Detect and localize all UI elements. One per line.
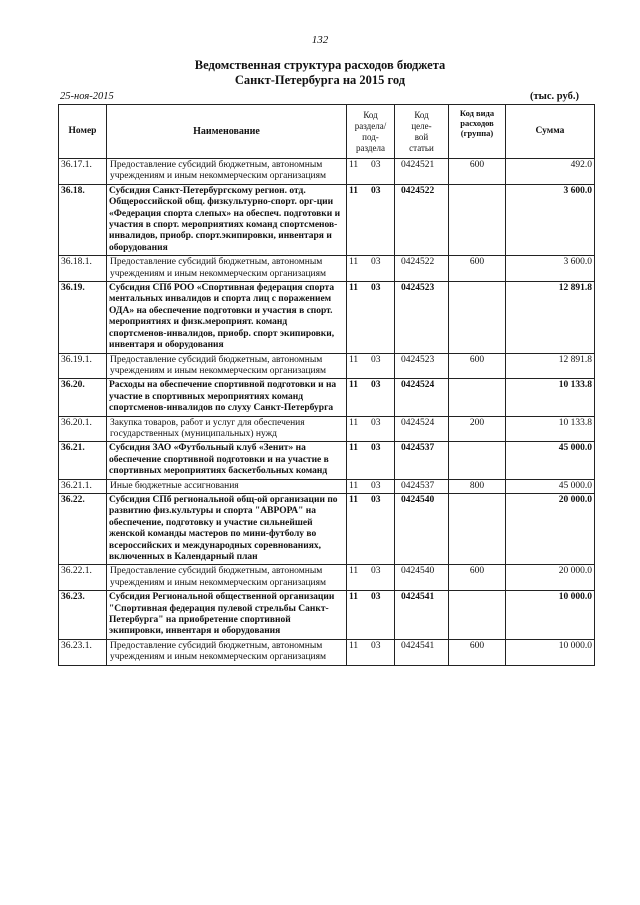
row-expense-kind: 600	[449, 565, 506, 591]
row-expense-kind	[449, 282, 506, 353]
row-target-code: 0424523	[395, 282, 449, 353]
header-kind-line-3: (группа)	[460, 128, 494, 138]
row-subsection-code: 03	[371, 380, 381, 391]
row-name: Субсидия Санкт-Петербургскому регион. отд. Общероссийской общ. физкультурно-спорт. орг-ции «Федерация спорта слепых» на обеспеч. подготовки и участия в спорт. мероприятиях команд спортсменов-инвалидов, приобр. спорт.экипировки, инвентаря и оборудования	[107, 184, 347, 255]
table-row	[59, 639, 595, 665]
row-sum: 10 133.8	[506, 379, 595, 416]
header-kind-line-1: Код вида	[459, 108, 495, 118]
row-target-code: 0424537	[395, 479, 449, 493]
row-section-code: 11	[349, 257, 359, 268]
header-target-code	[395, 105, 449, 159]
row-name: Субсидия СПб РОО «Спортивная федерация спорта ментальных инвалидов и спорта лиц с поражением ОДА» на обеспечение подготовки и участия в спорт. мероприятиях и физк.мероприят. команд спортсменов-инвалидов, приобр. спорт экипировки, инвентаря и оборудования	[107, 282, 347, 353]
table-row	[59, 565, 595, 591]
table-row	[59, 591, 595, 640]
row-section	[347, 159, 395, 185]
header-section-line-2: раздела/	[354, 120, 387, 131]
row-name: Субсидия Региональной общественной организации "Спортивная федерация пулевой стрельбы Санкт-Петербурга" на приобретение спортивной экипировки, инвентаря и оборудования	[107, 591, 347, 640]
row-section-code: 11	[349, 494, 358, 505]
row-number: 36.19.1.	[59, 353, 107, 379]
row-name: Предоставление субсидий бюджетным, автономным учреждениям и иным некоммерческим организациям	[107, 159, 347, 185]
row-section	[347, 256, 395, 282]
row-subsection-code: 03	[371, 480, 381, 491]
row-name: Предоставление субсидий бюджетным, автономным учреждениям и иным некоммерческим организациям	[107, 565, 347, 591]
row-section-code: 11	[349, 417, 359, 428]
row-sum: 492.0	[506, 159, 595, 185]
row-number: 36.23.	[59, 591, 107, 640]
row-section-code: 11	[349, 283, 358, 294]
row-section-code: 11	[349, 354, 359, 365]
budget-table	[58, 104, 595, 666]
header-target-line-3: вой	[414, 131, 429, 142]
row-section	[347, 184, 395, 255]
header-target-line-4: статьи	[409, 142, 434, 153]
row-section	[347, 591, 395, 640]
title-line-1: Ведомственная структура расходов бюджета	[194, 58, 446, 72]
header-kind-line-2: расходов	[460, 118, 494, 128]
table-row	[59, 353, 595, 379]
header-target-line-2: целе-	[411, 120, 432, 131]
row-section	[347, 379, 395, 416]
row-section-code: 11	[349, 185, 358, 196]
header-section-line-4: раздела	[356, 142, 385, 153]
row-sum: 20 000.0	[506, 565, 595, 591]
row-sum: 45 000.0	[506, 479, 595, 493]
row-number: 36.23.1.	[59, 639, 107, 665]
row-section	[347, 639, 395, 665]
row-sum: 12 891.8	[506, 282, 595, 353]
table-header-row	[59, 105, 595, 159]
header-number: Номер	[59, 105, 107, 159]
row-subsection-code: 03	[371, 354, 381, 365]
header-section-line-1: Код	[363, 109, 378, 120]
row-expense-kind: 800	[449, 479, 506, 493]
row-number: 36.21.	[59, 442, 107, 479]
header-section-code	[347, 105, 395, 159]
row-section-code: 11	[349, 443, 358, 454]
row-section	[347, 442, 395, 479]
row-number: 36.18.1.	[59, 256, 107, 282]
row-expense-kind: 200	[449, 416, 506, 442]
row-target-code: 0424522	[395, 256, 449, 282]
table-row	[59, 416, 595, 442]
row-name: Предоставление субсидий бюджетным, автономным учреждениям и иным некоммерческим организациям	[107, 256, 347, 282]
row-number: 36.20.1.	[59, 416, 107, 442]
row-target-code: 0424541	[395, 591, 449, 640]
row-expense-kind: 600	[449, 353, 506, 379]
row-section	[347, 565, 395, 591]
row-name: Предоставление субсидий бюджетным, автономным учреждениям и иным некоммерческим организациям	[107, 639, 347, 665]
table-row	[59, 379, 595, 416]
row-sum: 3 600.0	[506, 256, 595, 282]
row-number: 36.19.	[59, 282, 107, 353]
row-number: 36.22.	[59, 493, 107, 564]
row-number: 36.17.1.	[59, 159, 107, 185]
row-name: Закупка товаров, работ и услуг для обеспечения государственных (муниципальных) нужд	[107, 416, 347, 442]
row-expense-kind	[449, 591, 506, 640]
row-number: 36.20.	[59, 379, 107, 416]
row-sum: 10 000.0	[506, 591, 595, 640]
row-expense-kind: 600	[449, 639, 506, 665]
row-expense-kind	[449, 442, 506, 479]
row-subsection-code: 03	[371, 494, 381, 505]
row-sum: 45 000.0	[506, 442, 595, 479]
row-section	[347, 282, 395, 353]
row-target-code: 0424537	[395, 442, 449, 479]
table-row	[59, 493, 595, 564]
row-sum: 20 000.0	[506, 493, 595, 564]
row-target-code: 0424521	[395, 159, 449, 185]
row-section-code: 11	[349, 640, 359, 651]
document-title	[0, 58, 640, 88]
row-subsection-code: 03	[371, 185, 381, 196]
row-name: Предоставление субсидий бюджетным, автономным учреждениям и иным некоммерческим организациям	[107, 353, 347, 379]
header-name: Наименование	[107, 105, 347, 159]
row-expense-kind: 600	[449, 159, 506, 185]
row-expense-kind	[449, 184, 506, 255]
table-row	[59, 159, 595, 185]
row-target-code: 0424540	[395, 493, 449, 564]
row-target-code: 0424524	[395, 416, 449, 442]
table-row	[59, 256, 595, 282]
row-section	[347, 353, 395, 379]
table-row	[59, 282, 595, 353]
row-number: 36.22.1.	[59, 565, 107, 591]
row-section-code: 11	[349, 380, 358, 391]
row-section	[347, 493, 395, 564]
units-label: (тыс. руб.)	[530, 91, 579, 102]
row-section	[347, 479, 395, 493]
row-section-code: 11	[349, 566, 359, 577]
header-sum: Сумма	[506, 105, 595, 159]
table-row	[59, 442, 595, 479]
row-subsection-code: 03	[371, 640, 381, 651]
header-section-line-3: под-	[362, 131, 379, 142]
row-target-code: 0424540	[395, 565, 449, 591]
row-number: 36.18.	[59, 184, 107, 255]
row-sum: 12 891.8	[506, 353, 595, 379]
row-subsection-code: 03	[371, 592, 381, 603]
row-number: 36.21.1.	[59, 479, 107, 493]
header-target-line-1: Код	[414, 109, 429, 120]
row-section-code: 11	[349, 592, 358, 603]
row-subsection-code: 03	[371, 566, 381, 577]
row-subsection-code: 03	[371, 283, 381, 294]
row-name: Субсидия СПб региональной общ-ой организации по развитию физ.культуры и спорта "АВРОРА" на обеспечение, подготовку и участие сильнейшей женской команды мастеров по мини-футболу во всероссийских и международных соревнованиях, включенных в Календарный план	[107, 493, 347, 564]
row-name: Иные бюджетные ассигнования	[107, 479, 347, 493]
row-section-code: 11	[349, 160, 359, 170]
row-subsection-code: 03	[371, 443, 381, 454]
table-row	[59, 184, 595, 255]
document-date: 25-ноя-2015	[60, 91, 114, 102]
row-section-code: 11	[349, 480, 359, 491]
row-subsection-code: 03	[371, 160, 381, 170]
row-section	[347, 416, 395, 442]
row-target-code: 0424523	[395, 353, 449, 379]
title-line-2: Санкт-Петербурга на 2015 год	[234, 73, 406, 87]
table-row	[59, 479, 595, 493]
row-sum: 10 133.8	[506, 416, 595, 442]
page-number: 132	[311, 34, 329, 46]
row-subsection-code: 03	[371, 417, 381, 428]
row-target-code: 0424541	[395, 639, 449, 665]
header-expense-kind	[449, 105, 506, 159]
row-expense-kind: 600	[449, 256, 506, 282]
row-target-code: 0424522	[395, 184, 449, 255]
row-name: Субсидия ЗАО «Футбольный клуб «Зенит» на обеспечение спортивной подготовки и на участие в спортивных мероприятиях баскетбольных команд	[107, 442, 347, 479]
row-target-code: 0424524	[395, 379, 449, 416]
row-subsection-code: 03	[371, 257, 381, 268]
row-expense-kind	[449, 379, 506, 416]
row-name: Расходы на обеспечение спортивной подготовки и на участие в спортивных мероприятиях команд спортсменов-инвалидов по слуху Санкт-Петербурга	[107, 379, 347, 416]
row-expense-kind	[449, 493, 506, 564]
row-sum: 10 000.0	[506, 639, 595, 665]
row-sum: 3 600.0	[506, 184, 595, 255]
